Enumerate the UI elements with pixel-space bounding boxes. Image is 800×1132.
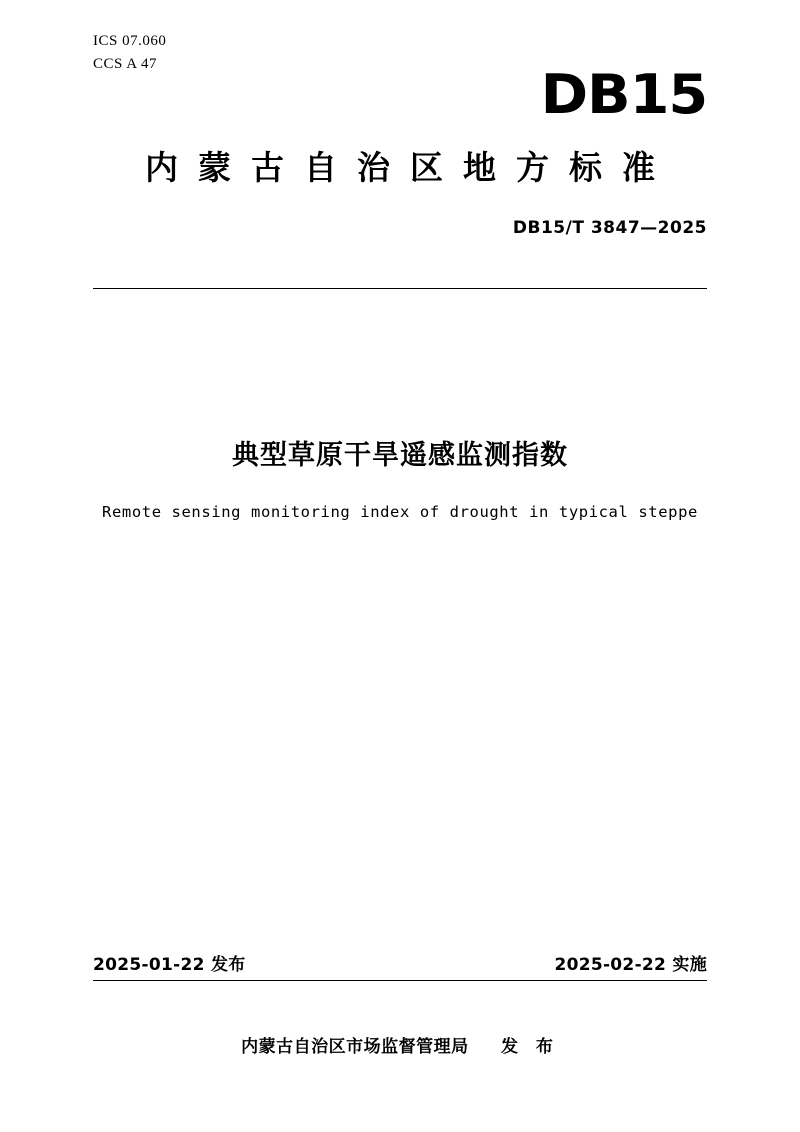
standard-number: DB15/T 3847—2025 <box>512 218 707 238</box>
issuer-line <box>93 1032 707 1057</box>
standard-series-title: 内蒙古自治区地方标准 <box>145 148 675 187</box>
issuer-organization: 内蒙古自治区市场监督管理局 <box>241 1037 469 1057</box>
classification-codes <box>93 30 166 77</box>
document-title-chinese: 典型草原干旱遥感监测指数 <box>232 440 568 471</box>
issue-date: 2025-01-22 发布 <box>93 955 246 975</box>
db15-logo: DB15 <box>540 63 707 126</box>
ccs-code: CCS A 47 <box>93 56 158 73</box>
implementation-date: 2025-02-22 实施 <box>554 955 707 975</box>
publish-label: 发 布 <box>501 1037 559 1057</box>
dates-row <box>93 950 707 975</box>
footer-divider <box>93 980 707 981</box>
header-divider <box>93 288 707 289</box>
document-title-english: Remote sensing monitoring index of drought in typical steppe <box>102 503 698 521</box>
ics-code: ICS 07.060 <box>93 33 167 49</box>
